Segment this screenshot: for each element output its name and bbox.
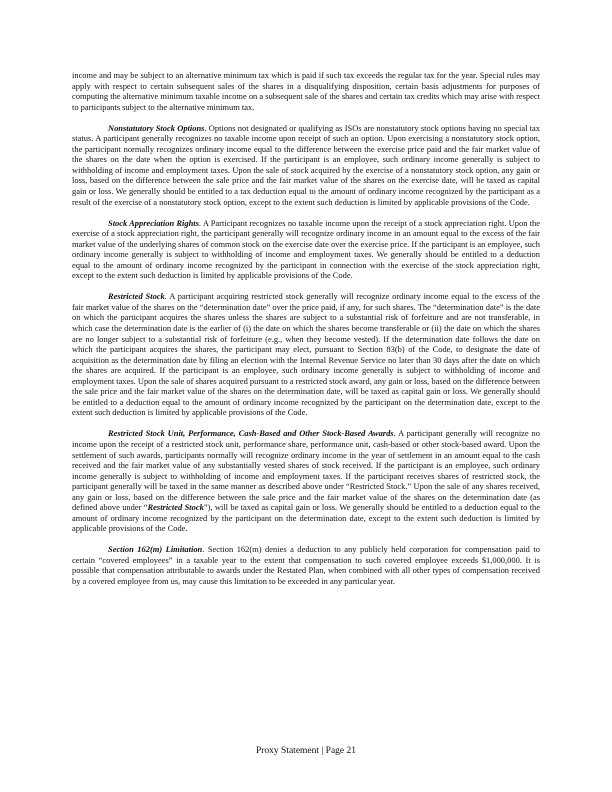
document-body	[72, 70, 540, 597]
nonstatutory-heading: Nonstatutory Stock Options	[108, 122, 205, 133]
restricted-text: . A participant acquiring restricted stock generally will recognize ordinary income equal to the excess of the fair market value of the shares on the “determination date” over the price paid, if any, for such shares. The “determination date” is the date on which the participant acquires the shares unless the shares are subject to a substantial risk of forfeiture and are not transferable, in which case the determination date is the earlier of (i) the date on which the shares become transferable or (ii) the date on which the shares are no longer subject to a substantial risk of forfeiture (e.g., when they become vested). If the determination date follows the date on which the participant acquires the shares, the participant may elect, pursuant to Section 83(b) of the Code, to designate the date of acquisition as the determination date by filing an election with the Internal Revenue Service no later than 30 days after the date on which the shares are acquired. If the participant is an employee, such ordinary income generally is subject to withholding of income and employment taxes. Upon the sale of shares acquired pursuant to a restricted stock award, any gain or loss, based on the difference between the sale price and the fair market value of the shares on the determination date, will be taxed as capital gain or loss. We generally should be entitled to a deduction equal to the amount of ordinary income recognized by the participant on the determination date, except to the extent such deduction is limited by applicable provisions of the Code.	[72, 291, 541, 418]
section162-heading: Section 162(m) Limitation	[108, 544, 203, 555]
section162-text: . Section 162(m) denies a deduction to any publicly held corporation for compensation paid to certain “covered employees” in a taxable year to the extent that compensation to such covered employee exceeds $1,000,000. It is possible that compensation attributable to awards under the Restated Plan, when combined with all other types of compensation received by a covered employee from us, may cause this limitation to be exceeded in any particular year.	[72, 544, 540, 587]
restricted-paragraph	[72, 291, 540, 418]
restricted-heading: Restricted Stock	[108, 291, 165, 302]
rsu-paragraph	[72, 428, 540, 533]
intro-text: income and may be subject to an alternative minimum tax which is paid if such tax exceeds the regular tax for the year. Special rules may apply with respect to certain subsequent sales of the shares in a disqualifying disposition, certain basis adjustments for purposes of computing the alternative minimum taxable income on a subsequent sale of the shares and certain tax credits which may arise with respect to participants subject to the alternative minimum tax.	[72, 70, 540, 112]
rsu-text-a: . A participant generally will recognize no income upon the receipt of a restricted stock unit, performance share, performance unit, cash-based or other stock-based award. Upon the settlement of such awards, participants normally will recognize ordinary income in the year of settlement in an amount equal to the cash received and the fair market value of any substantially vested shares of stock received. If the participant is an employee, such ordinary income generally is subject to withholding of income and employment taxes. If the participant receives shares of restricted stock, the participant generally will be taxed in the same manner as described above under “Restricted Stock.” Upon the sale of any shares received, any gain or loss, based on the difference between the sale price and the fair market value of the shares on the determination date (as defined above under “	[72, 428, 540, 513]
page-footer: Proxy Statement | Page 21	[255, 746, 357, 756]
section162-paragraph	[72, 544, 540, 586]
nonstatutory-text: . Options not designated or qualifying as ISOs are nonstatutory stock options having no special tax status. A participant generally recognizes no taxable income upon receipt of such an option. Upon exercising a nonstatutory stock option, the participant normally recognizes ordinary income equal to the difference between the exercise price paid and the fair market value of the shares on the date when the option is exercised. If the participant is an employee, such ordinary income generally is subject to withholding of income and employment taxes. Upon the sale of stock acquired by the exercise of a nonstatutory stock option, any gain or loss, based on the difference between the sale price and the fair market value of the shares on the exercise date, will be taxed as capital gain or loss. We generally should be entitled to a tax deduction equal to the amount of ordinary income recognized by the participant as a result of the exercise of a nonstatutory stock option, except to the extent such deduction is limited by applicable provisions of the Code.	[72, 122, 540, 207]
rsu-heading: Restricted Stock Unit, Performance, Cash-Based and Other Stock-Based Awards	[108, 428, 394, 439]
intro-paragraph	[72, 70, 540, 112]
rsu-text-b: ”), will be taxed as capital gain or loss. We generally should be entitled to a deduction equal to the amount of ordinary income recognized by the participant on the determination date, except to the extent such deduction is limited by applicable provisions of the Code.	[72, 502, 540, 534]
sar-text: . A Participant recognizes no taxable income upon the receipt of a stock appreciation right. Upon the exercise of a stock appreciation right, the participant generally will recognize ordinary income in an amount equal to the excess of the fair market value of the underlying shares of common stock on the exercise date over the exercise price. If the participant is an employee, such ordinary income generally is subject to withholding of income and employment taxes. We generally should be entitled to a deduction equal to the amount of ordinary income recognized by the participant in connection with the exercise of the stock appreciation right, except to the extent such deduction is limited by applicable provisions of the Code.	[72, 217, 540, 281]
sar-heading: Stock Appreciation Rights	[108, 217, 199, 228]
rsu-reference: Restricted Stock	[147, 502, 204, 513]
sar-paragraph	[72, 218, 540, 281]
nonstatutory-paragraph	[72, 123, 540, 207]
